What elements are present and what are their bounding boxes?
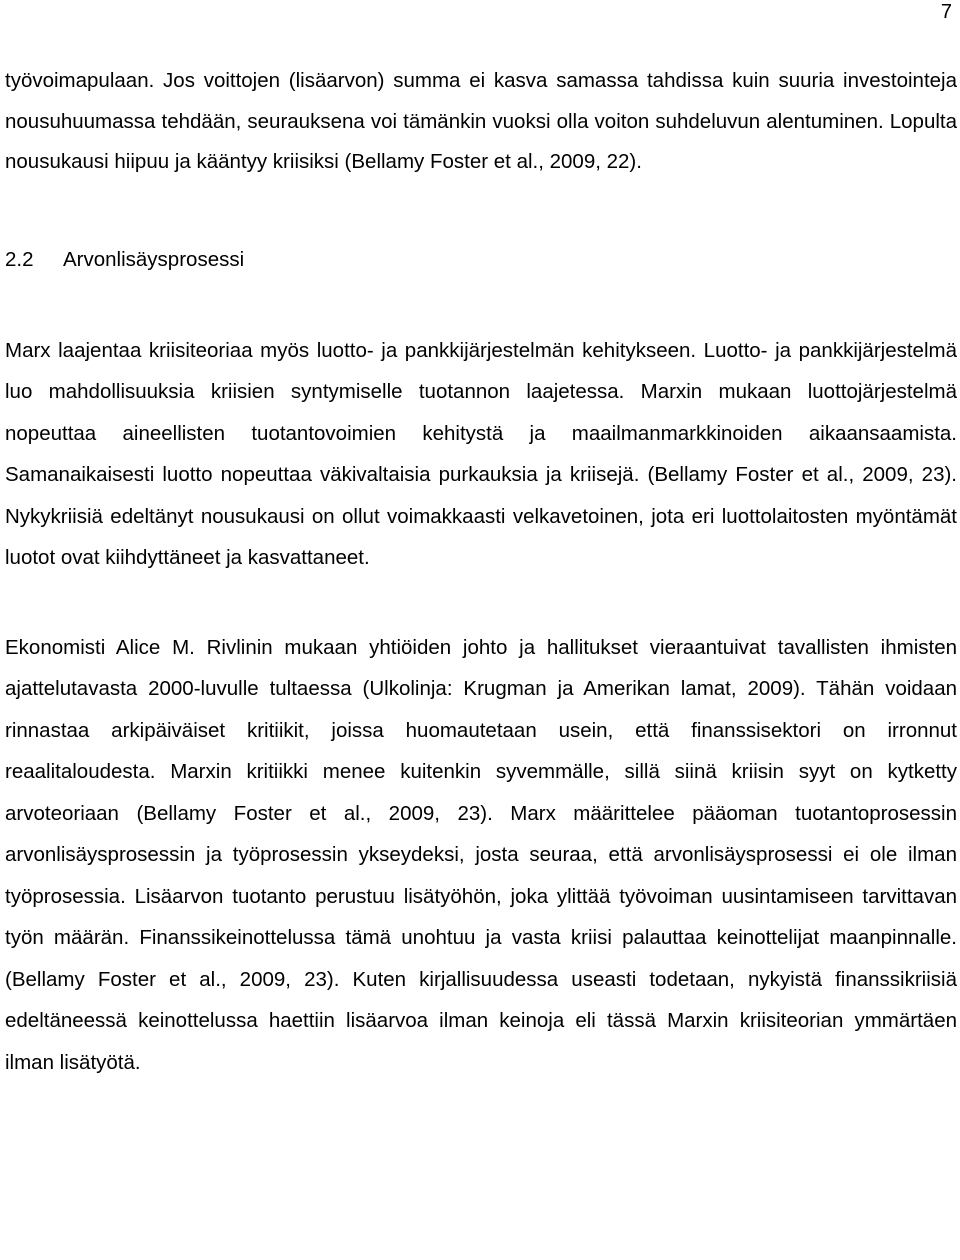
document-body (5, 61, 957, 1083)
spacer (5, 183, 957, 240)
section-number: 2.2 (5, 247, 34, 271)
body-paragraph-1: työvoimapulaan. Jos voittojen (lisäarvon) summa ei kasva samassa tahdissa kuin suuria investointeja nousuhuumassa tehdään, seurauksena voi tämänkin vuoksi olla voiton suhdeluvun alentuminen. Lopulta nousukausi hiipuu ja kääntyy kriisiksi (Bellamy Foster et al., 2009, 22). (5, 69, 957, 174)
spacer (5, 579, 957, 627)
section-title: Arvonlisäysprosessi (63, 247, 245, 271)
page-number: 7 (940, 1, 952, 23)
spacer (5, 280, 957, 330)
section-heading (5, 240, 957, 280)
body-paragraph-3: Ekonomisti Alice M. Rivlinin mukaan yhtiöiden johto ja hallitukset vieraantuivat tavallisten ihmisten ajattelutavasta 2000-luvulle tultaessa (Ulkolinja: Krugman ja Amerikan lamat, 2009). Tähän voidaan rinnastaa arkipäiväiset kritiikit, joissa huomautetaan usein, että finanssisektori on irronnut reaalitaloudesta. Marxin kritiikki menee kuitenkin syvemmälle, sillä siinä kriisin syyt on kytketty arvoteoriaan (Bellamy Foster et al., 2009, 23). Marx määrittelee pääoman tuotantoprosessin arvonlisäysprosessin ja työprosessin ykseydeksi, josta seuraa, että arvonlisäysprosessi ei ole ilman työprosessia. Lisäarvon tuotanto perustuu lisätyöhön, joka ylittää työvoiman uusintamiseen tarvittavan työn määrän. Finanssikeinottelussa tämä unohtuu ja vasta kriisi palauttaa keinottelijat maanpinnalle. (Bellamy Foster et al., 2009, 23). Kuten kirjallisuudessa useasti todetaan, nykyistä finanssikriisiä edeltäneessä keinottelussa haettiin lisäarvoa ilman keinoja eli tässä Marxin kriisiteorian ymmärtäen ilman lisätyötä. (5, 635, 957, 1074)
body-paragraph-2: Marx laajentaa kriisiteoriaa myös luotto- ja pankkijärjestelmän kehitykseen. Luotto- ja pankkijärjestelmä luo mahdollisuuksia kriisien syntymiselle tuotannon laajetessa. Marxin mukaan luottojärjestelmä nopeuttaa aineellisten tuotantovoimien kehitystä ja maailmanmarkkinoiden aikaansaamista. Samanaikaisesti luotto nopeuttaa väkivaltaisia purkauksia ja kriisejä. (Bellamy Foster et al., 2009, 23). Nykykriisiä edeltänyt nousukausi on ollut voimakkaasti velkavetoinen, jota eri luottolaitosten myöntämät luotot ovat kiihdyttäneet ja kasvattaneet. (5, 338, 957, 570)
